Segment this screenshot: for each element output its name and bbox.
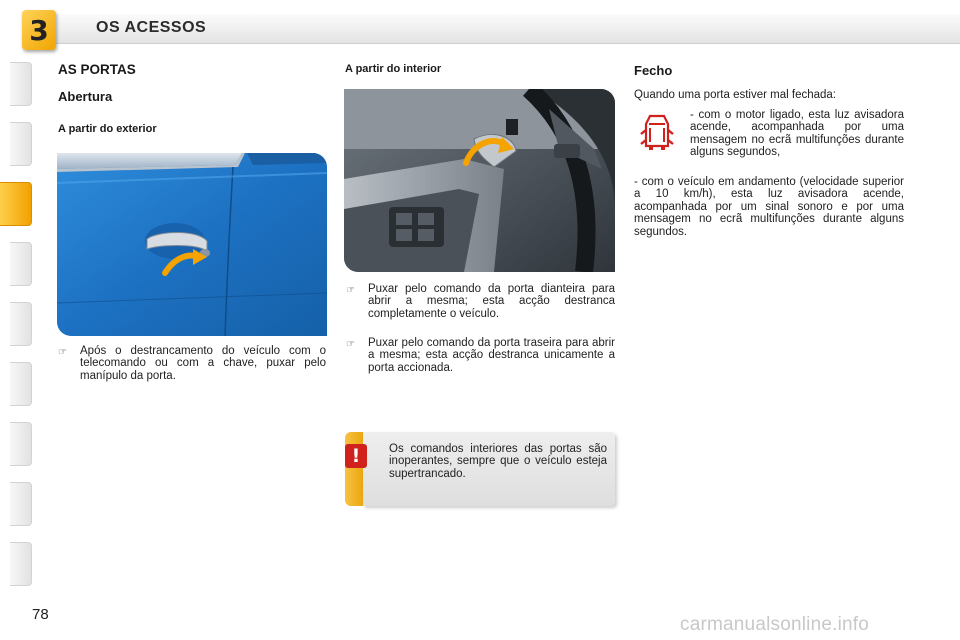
chapter-tab[interactable] xyxy=(10,362,32,406)
chapter-tab[interactable] xyxy=(10,122,32,166)
interior-bullet-1: Puxar pelo comando da porta dianteira para abrir a mesma; esta acção destranca completamente o veículo. xyxy=(368,283,615,320)
chapter-number: 3 xyxy=(29,14,49,47)
close-heading: Fecho xyxy=(634,63,673,78)
chapter-tab-active[interactable] xyxy=(0,182,32,226)
pointing-hand-icon: ☞ xyxy=(346,339,355,350)
chapter-tab[interactable] xyxy=(10,302,32,346)
chapter-tab[interactable] xyxy=(10,242,32,286)
car-door-open-icon xyxy=(640,112,674,152)
close-intro: Quando uma porta estiver mal fechada: xyxy=(634,89,837,101)
pointing-hand-icon: ☞ xyxy=(346,285,355,296)
chapter-tabs xyxy=(0,62,34,582)
page-number: 78 xyxy=(32,606,49,623)
chapter-badge xyxy=(22,10,56,50)
chapter-tab[interactable] xyxy=(10,422,32,466)
warning-box xyxy=(345,432,615,506)
exterior-heading: A partir do exterior xyxy=(58,123,157,135)
exterior-bullet-text: Após o destrancamento do veículo com o telecomando ou com a chave, puxar pelo manípulo da porta. xyxy=(80,345,326,382)
interior-bullet-2: Puxar pelo comando da porta traseira para abrir a mesma; esta acção destranca unicamente a porta accionada. xyxy=(368,337,615,374)
warning-text: Os comandos interiores das portas são inoperantes, sempre que o veículo esteja supertrancado. xyxy=(389,443,607,480)
chapter-tab[interactable] xyxy=(10,542,32,586)
chapter-tab[interactable] xyxy=(10,62,32,106)
pointing-hand-icon: ☞ xyxy=(58,347,67,358)
warning-exclamation-icon: ! xyxy=(345,444,367,468)
close-item-1: - com o motor ligado, esta luz avisadora acende, acompanhada por uma mensagem no ecrã multifunções durante alguns segundos, xyxy=(690,109,904,159)
section-title: AS PORTAS xyxy=(58,62,136,77)
chapter-title: OS ACESSOS xyxy=(96,19,207,36)
warning-body xyxy=(363,432,615,506)
exterior-door-image xyxy=(57,153,327,336)
close-item-2: - com o veículo em andamento (velocidade superior a 10 km/h), esta luz avisadora acende, acompanhada por um sinal sonoro e por uma mensagem no ecrã multifunções durante alguns segundos. xyxy=(634,176,904,238)
watermark: carmanualsonline.info xyxy=(680,614,870,635)
chapter-tab[interactable] xyxy=(10,482,32,526)
subsection-title: Abertura xyxy=(58,89,113,104)
interior-door-image xyxy=(344,89,615,272)
interior-heading: A partir do interior xyxy=(345,63,442,75)
